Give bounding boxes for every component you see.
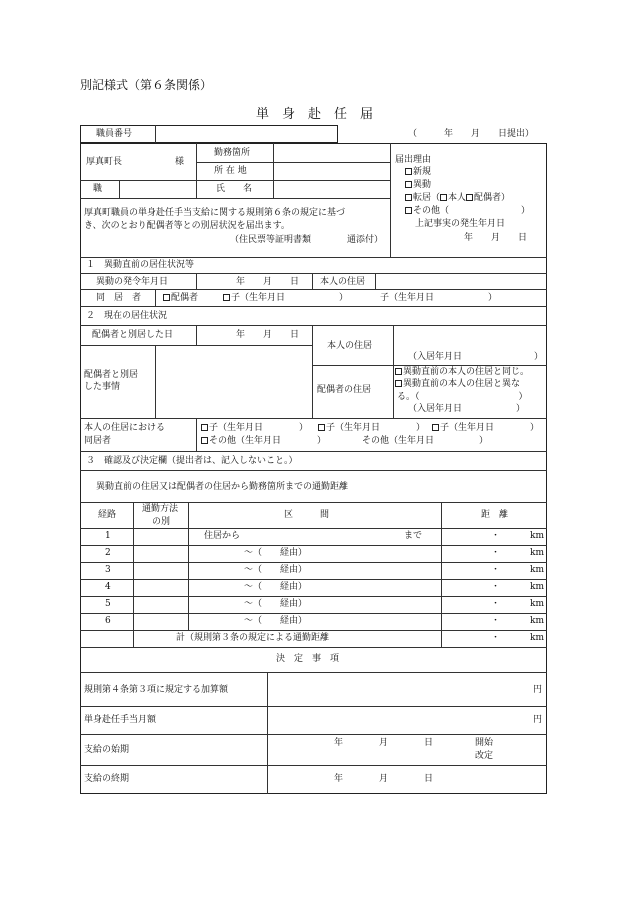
route-km: km — [530, 565, 544, 575]
route-dot: ・ — [491, 565, 501, 575]
route-no: 6 — [105, 616, 111, 626]
reason-other[interactable]: その他（ ） — [405, 207, 530, 216]
sec2-other-b: その他（生年月日 ） — [362, 436, 489, 446]
monthly-yen: 円 — [533, 715, 543, 725]
col-distance: 距 離 — [481, 510, 509, 520]
location-label: 所 在 地 — [214, 166, 247, 176]
add-amount-yen: 円 — [533, 685, 543, 695]
order-date-label: 異動の発令年月日 — [96, 277, 169, 287]
checkbox-icon[interactable] — [432, 424, 439, 431]
route-no: 5 — [105, 599, 111, 609]
checkbox-icon[interactable] — [405, 181, 412, 188]
route-from: 住居から — [204, 531, 241, 541]
checkbox-icon[interactable] — [201, 437, 208, 444]
route-via: 〜（ 経由） — [244, 565, 308, 575]
event-date: 年 月 日 — [464, 233, 528, 243]
submitted-date: （ 年 月 日提出） — [408, 129, 535, 139]
col-method-1: 通勤方法 — [142, 504, 179, 514]
route-km: km — [530, 548, 544, 558]
sec2-other-a[interactable]: その他（生年月日 ） — [201, 437, 326, 446]
page-title: 単 身 赴 任 届 — [256, 107, 374, 122]
checkbox-icon[interactable] — [466, 194, 473, 201]
reason-new[interactable]: 新規 — [405, 168, 431, 177]
sep-reason-label-2: した事情 — [84, 382, 121, 392]
sec2-child-b[interactable]: 子（生年月日 ） — [318, 424, 425, 433]
route-via: 〜（ 経由） — [244, 582, 308, 592]
spouse-diff-address-2: る。（ ） — [397, 392, 528, 402]
route-no: 2 — [105, 548, 111, 558]
start-label: 支給の始期 — [84, 745, 130, 755]
checkbox-icon[interactable] — [395, 368, 402, 375]
sec2-self-address-label: 本人の住居 — [327, 341, 373, 351]
monthly-label: 単身赴任手当月額 — [84, 715, 157, 725]
mayor-label: 厚真町長 — [86, 157, 123, 167]
add-amount-label: 規則第４条第３項に規定する加算額 — [84, 685, 229, 695]
name-label: 氏 名 — [216, 184, 253, 194]
col-method-2: の別 — [152, 517, 171, 527]
reason-move[interactable]: 転居（ 本人 配偶者） — [405, 194, 510, 203]
sep-date-label: 配偶者と別居した日 — [92, 330, 174, 340]
moved-in-date-1: （入居年月日 ） — [408, 352, 544, 362]
sec2-child-a[interactable]: 子（生年月日 ） — [201, 424, 308, 433]
checkbox-icon[interactable] — [223, 294, 230, 301]
row-divider — [80, 545, 547, 546]
checkbox-icon[interactable] — [163, 294, 170, 301]
decision-title: 決 定 事 項 — [276, 654, 340, 664]
route-no: 1 — [105, 531, 111, 541]
spouse-diff-address[interactable]: 異動直前の本人の住居と異な — [395, 380, 520, 389]
route-dot: ・ — [491, 599, 501, 609]
total-dot: ・ — [491, 633, 501, 643]
cohab-spouse[interactable]: 配偶者 — [163, 294, 198, 303]
checkbox-icon[interactable] — [201, 424, 208, 431]
row-divider — [80, 579, 547, 580]
end-date: 年 月 日 — [334, 774, 434, 784]
route-dot: ・ — [491, 616, 501, 626]
row-divider — [80, 613, 547, 614]
sec2-title: ２ 現在の居住状況 — [86, 311, 168, 321]
sec3-title: ３ 確認及び決定欄（提出者は、記入しないこと。） — [86, 456, 298, 466]
event-date-label: 上記事実の発生年月日 — [415, 219, 506, 229]
attach-note: （住民票等証明書類 通添付） — [230, 235, 384, 245]
total-label: 計（規則第３条の規定による通勤距離 — [176, 633, 330, 643]
sec2-child-c[interactable]: 子（生年月日 ） — [432, 424, 539, 433]
start-date: 年 月 日 — [334, 738, 434, 748]
statement-line-2: き、次のとおり配偶者等との別居状況を届出ます。 — [84, 221, 290, 231]
route-km: km — [530, 616, 544, 626]
start-kind-2: 改定 — [475, 751, 494, 761]
post-label: 職 — [93, 184, 103, 194]
route-to: まで — [404, 531, 423, 541]
route-no: 3 — [105, 565, 111, 575]
route-via: 〜（ 経由） — [244, 616, 308, 626]
checkbox-icon[interactable] — [405, 207, 412, 214]
row-divider — [80, 596, 547, 597]
spouse-same-address[interactable]: 異動直前の本人の住居と同じ。 — [395, 368, 529, 377]
route-dot: ・ — [491, 548, 501, 558]
sec2-cohab-label-1: 本人の住居における — [84, 423, 166, 433]
sec3-subtitle: 異動直前の住居又は配偶者の住居から勤務箇所までの通勤距離 — [96, 482, 349, 492]
route-km: km — [530, 582, 544, 592]
route-km: km — [530, 531, 544, 541]
total-km: km — [530, 633, 544, 643]
route-dot: ・ — [491, 531, 501, 541]
col-route: 経路 — [98, 510, 117, 520]
form-label: 別記様式（第６条関係） — [80, 78, 213, 92]
checkbox-icon[interactable] — [405, 168, 412, 175]
route-km: km — [530, 599, 544, 609]
sep-date: 年 月 日 — [236, 330, 300, 340]
sep-reason-label-1: 配偶者と別居 — [84, 370, 139, 380]
checkbox-icon[interactable] — [395, 380, 402, 387]
cohab-label: 同 居 者 — [96, 293, 142, 303]
route-dot: ・ — [491, 582, 501, 592]
sec2-cohab-label-2: 同居者 — [84, 436, 112, 446]
checkbox-icon[interactable] — [440, 194, 447, 201]
col-section: 区 間 — [284, 510, 330, 520]
sec1-self-address-label: 本人の住居 — [320, 277, 366, 287]
checkbox-icon[interactable] — [405, 194, 412, 201]
checkbox-icon[interactable] — [318, 424, 325, 431]
office-label: 勤務箇所 — [214, 148, 251, 158]
reason-title: 届出理由 — [395, 155, 432, 165]
end-label: 支給の終期 — [84, 774, 130, 784]
cohab-child-1[interactable]: 子（生年月日 ） — [223, 294, 348, 303]
spouse-address-label: 配偶者の住居 — [317, 385, 372, 395]
route-via: 〜（ 経由） — [244, 599, 308, 609]
start-kind-1: 開始 — [475, 738, 494, 748]
sec1-title: １ 異動直前の居住状況等 — [86, 260, 195, 270]
moved-in-date-2: （入居年月日 ） — [408, 404, 526, 414]
route-no: 4 — [105, 582, 111, 592]
route-via: 〜（ 経由） — [244, 548, 308, 558]
reason-transfer[interactable]: 異動 — [405, 181, 431, 190]
cohab-child-2: 子（生年月日 ） — [380, 293, 498, 303]
row-divider — [80, 562, 547, 563]
sama-label: 様 — [175, 157, 185, 167]
staff-no-label: 職員番号 — [96, 129, 133, 139]
order-date: 年 月 日 — [236, 277, 300, 287]
statement-line-1: 厚真町職員の単身赴任手当支給に関する規則第６条の規定に基づ — [84, 208, 346, 218]
